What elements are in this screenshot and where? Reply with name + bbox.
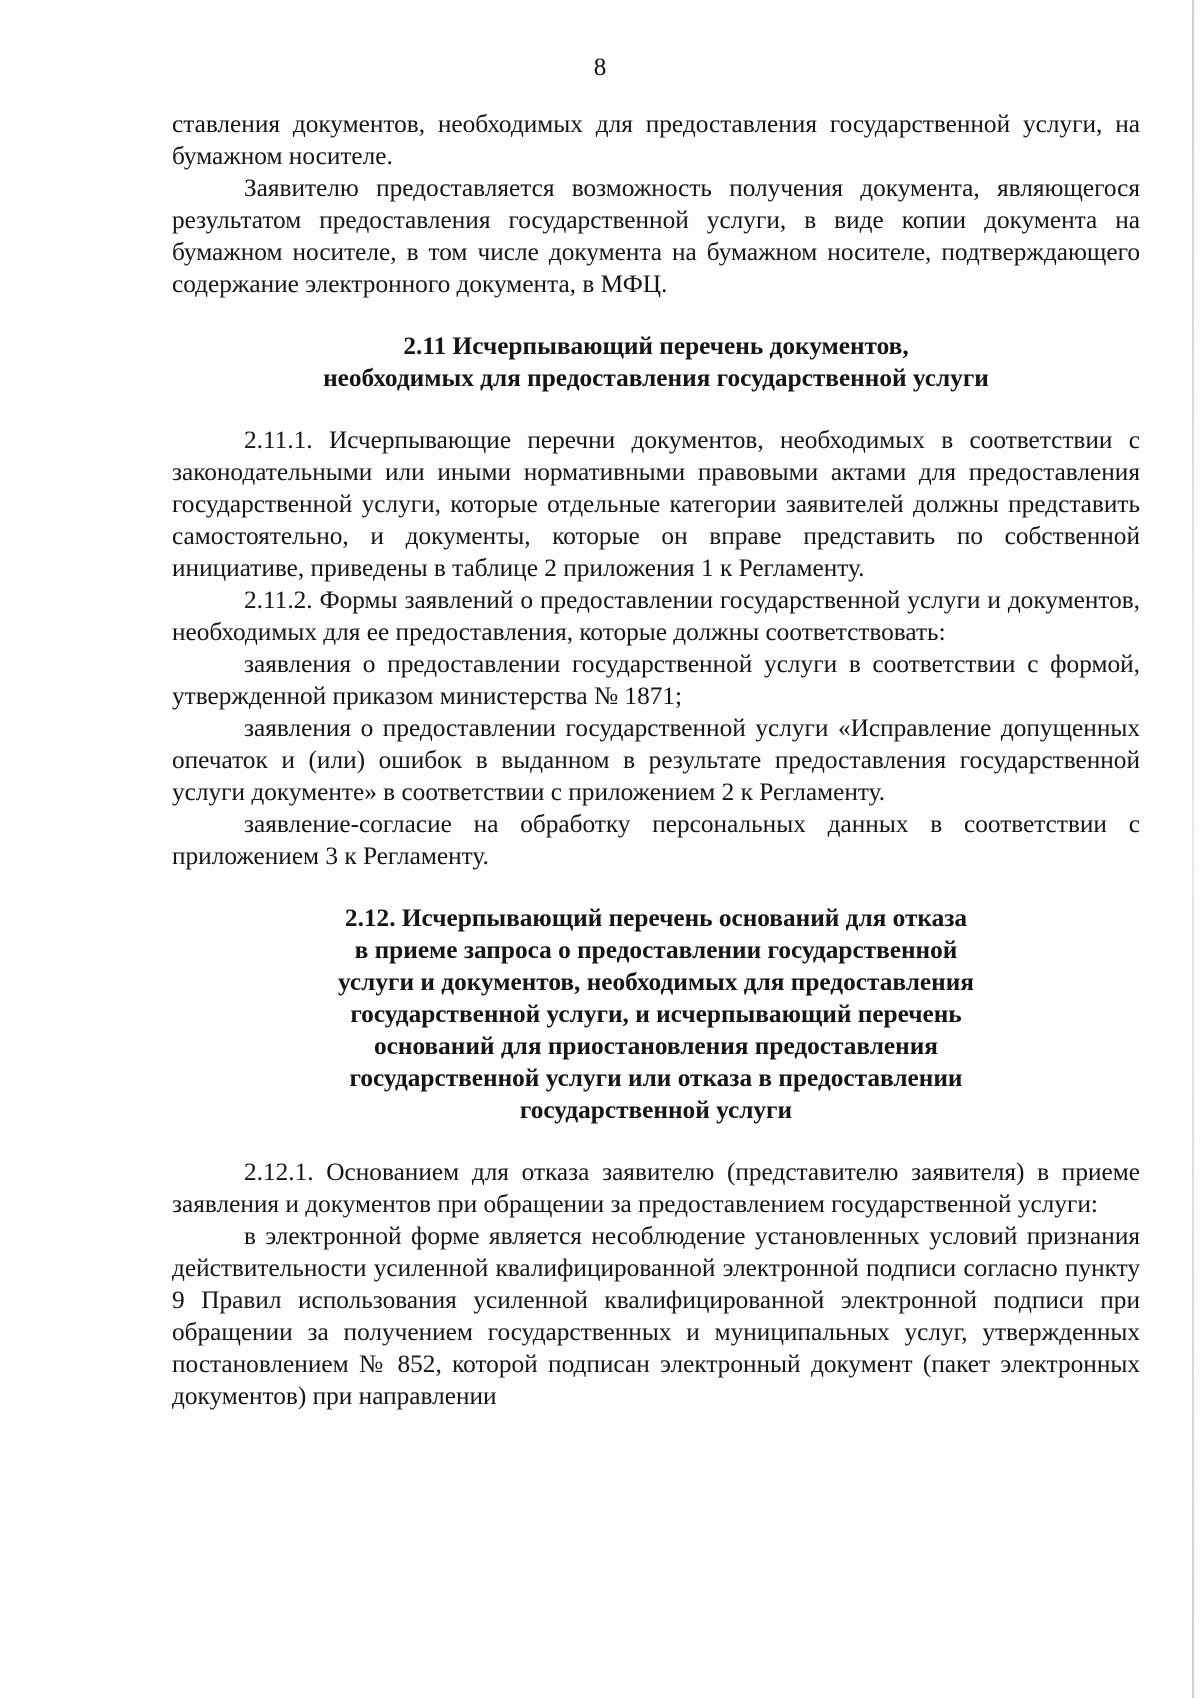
list-item: заявления о предоставлении государственной услуги «Исправление допущенных опечаток и (или) ошибок в выданном в результате предоставления государственной услуги документе» в соответствии с приложением 2 к Регламенту. — [172, 714, 1140, 806]
section-heading-2-11 — [172, 330, 1140, 394]
heading-line: в приеме запроса о предоставлении государственной — [354, 936, 958, 964]
page-number: 8 — [593, 54, 607, 81]
document-body — [172, 108, 1140, 1412]
heading-line: государственной услуги, и исчерпывающий перечень — [350, 1000, 962, 1028]
page-edge — [1192, 0, 1194, 1698]
heading-line: государственной услуги или отказа в предоставлении — [349, 1064, 963, 1092]
paragraph: Заявителю предоставляется возможность получения документа, являющегося результатом предоставления государственной услуги, в виде копии документа на бумажном носителе, в том числе документа на бумажном носителе, подтверждающего содержание электронного документа, в МФЦ. — [172, 174, 1140, 298]
paragraph-2-11-1: 2.11.1. Исчерпывающие перечни документов, необходимых в соответствии с законодательными или иными нормативными правовыми актами для предоставления государственной услуги, которые отдельные категории заявителей должны представить самостоятельно, и документы, которые он вправе представить по собственной инициативе, приведены в таблице 2 приложения 1 к Регламенту. — [172, 426, 1140, 582]
paragraph: ставления документов, необходимых для предоставления государственной услуги, на бумажном носителе. — [172, 110, 1140, 170]
heading-line: необходимых для предоставления государственной услуги — [323, 364, 989, 392]
paragraph-2-12-1: 2.12.1. Основанием для отказа заявителю (представителю заявителя) в приеме заявления и документов при обращении за предоставлением государственной услуги: — [172, 1158, 1140, 1218]
heading-line: услуги и документов, необходимых для предоставления — [338, 968, 974, 996]
heading-line: 2.11 Исчерпывающий перечень документов, — [403, 332, 909, 360]
list-item: заявление-согласие на обработку персональных данных в соответствии с приложением 3 к Регламенту. — [172, 810, 1140, 870]
heading-line: государственной услуги — [519, 1096, 793, 1124]
section-heading-2-12 — [172, 902, 1140, 1126]
heading-line: оснований для приостановления предоставления — [374, 1032, 938, 1060]
paragraph: в электронной форме является несоблюдение установленных условий признания действительности усиленной квалифицированной электронной подписи согласно пункту 9 Правил использования усиленной квалифицированной электронной подписи при обращении за получением государственных и муниципальных услуг, утвержденных постановлением № 852, которой подписан электронный документ (пакет электронных документов) при направлении — [172, 1222, 1140, 1410]
heading-line: 2.12. Исчерпывающий перечень оснований для отказа — [344, 904, 968, 932]
paragraph-2-11-2: 2.11.2. Формы заявлений о предоставлении государственной услуги и документов, необходимых для ее предоставления, которые должны соответствовать: — [172, 586, 1140, 646]
list-item: заявления о предоставлении государственной услуги в соответствии с формой, утвержденной приказом министерства № 1871; — [172, 650, 1140, 710]
